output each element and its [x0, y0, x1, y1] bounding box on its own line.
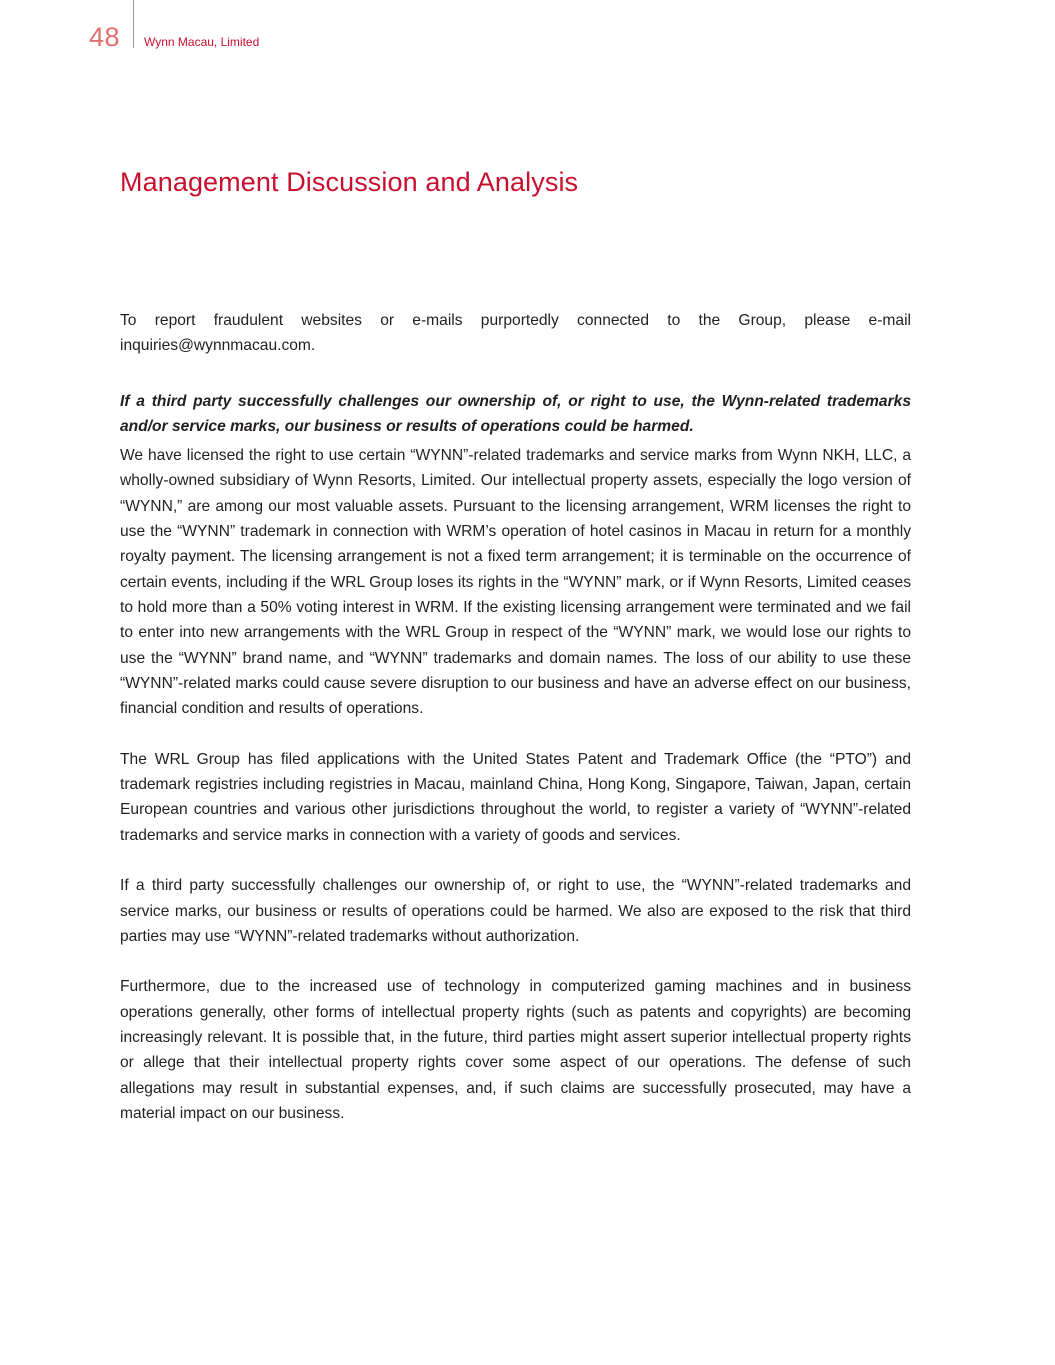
licensing-paragraph: We have licensed the right to use certain “WYNN”-related trademarks and service marks from Wynn NKH, LLC, a wholly-owned subsidiary of Wynn Resorts, Limited. Our intellectual property assets, especially the logo version of “WYNN,” are among our most valuable assets. Pursuant to the licensing arrangement, WRM licenses the right to use the “WYNN” trademark in connection with WRM’s operation of hotel casinos in Macau in return for a monthly royalty payment. The licensing arrangement is not a fixed term arrangement; it is terminable on the occurrence of certain events, including if the WRL Group loses its rights in the “WYNN” mark, or if Wynn Resorts, Limited ceases to hold more than a 50% voting interest in WRM. If the existing licensing arrangement were terminated and we fail to enter into new arrangements with the WRL Group in respect of the “WYNN” mark, we would lose our rights to use the “WYNN” brand name, and “WYNN” trademarks and domain names. The loss of our ability to use these “WYNN”-related marks could cause severe disruption to our business and have an adverse effect on our business, financial condition and results of operations.: [120, 447, 911, 718]
intellectual-property-paragraph: Furthermore, due to the increased use of technology in computerized gaming machines and in business operations generally, other forms of intellectual property rights (such as patents and copyrights) are becoming increasingly relevant. It is possible that, in the future, third parties might assert superior intellectual property rights or allege that their intellectual property rights cover some aspect of our operations. The defense of such allegations may result in substantial expenses, and, if such claims are successfully prosecuted, may have a material impact on our business.: [120, 978, 911, 1122]
third-party-challenge-paragraph: If a third party successfully challenges our ownership of, or right to use, the “WYNN”-related trademarks and service marks, our business or results of operations could be harmed. We also are exposed to the risk that third parties may use “WYNN”-related trademarks without authorization.: [120, 877, 911, 945]
risk-factor-heading: If a third party successfully challenges our ownership of, or right to use, the Wynn-related trademarks and/or service marks, our business or results of operations could be harmed.: [120, 392, 911, 435]
fraud-report-paragraph: To report fraudulent websites or e-mails purportedly connected to the Group, please e-mail inquiries@wynnmacau.com.: [120, 312, 911, 355]
page-number: 48: [89, 22, 121, 52]
header-divider: [133, 0, 134, 48]
running-header: [0, 0, 1055, 60]
trademark-applications-paragraph: The WRL Group has filed applications with the United States Patent and Trademark Office (the “PTO”) and trademark registries including registries in Macau, mainland China, Hong Kong, Singapore, Taiwan, Japan, certain European countries and various other jurisdictions throughout the world, to register a variety of “WYNN”-related trademarks and service marks in connection with a variety of goods and services.: [120, 750, 911, 844]
company-name: Wynn Macau, Limited: [144, 35, 260, 49]
body-content: [120, 308, 911, 1126]
page-title: Management Discussion and Analysis: [120, 167, 579, 197]
